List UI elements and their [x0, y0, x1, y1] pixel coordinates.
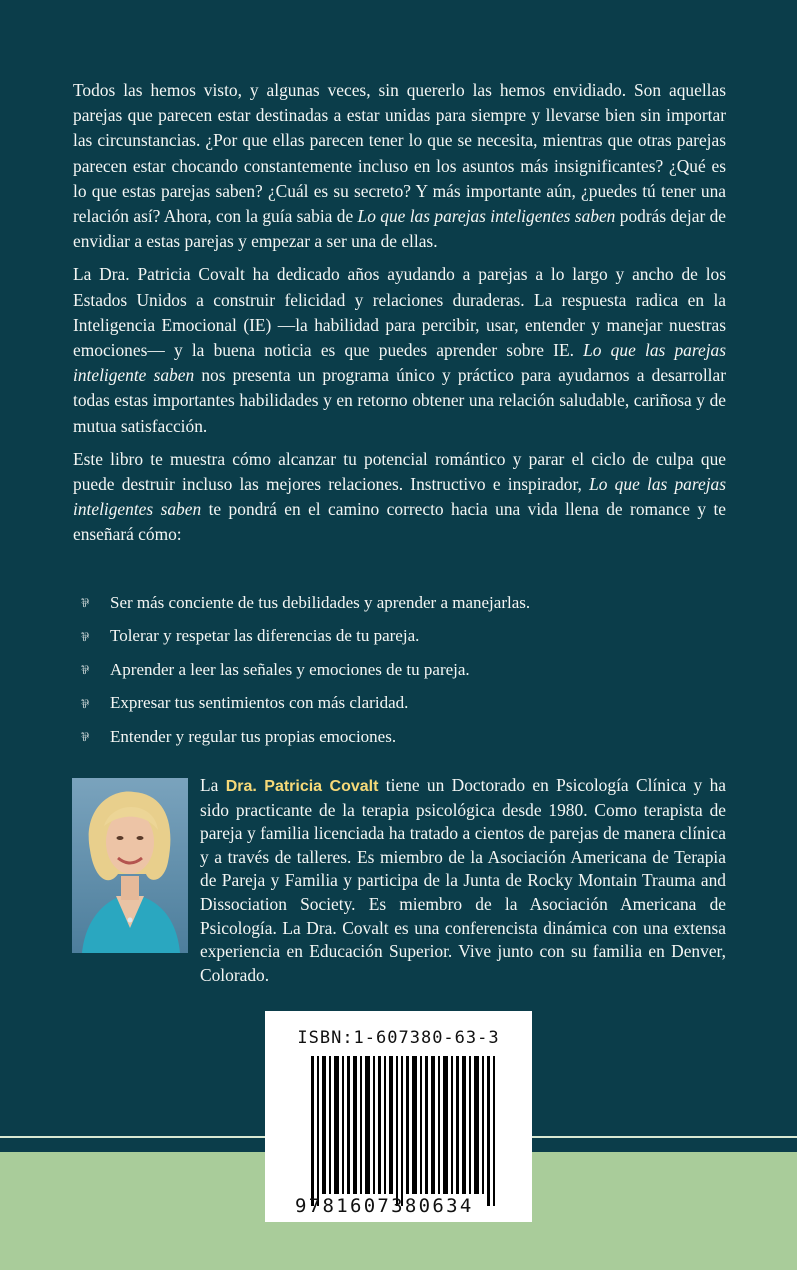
paragraph-2-text-a: La Dra. Patricia Covalt ha dedicado años ayudando a parejas a lo largo y ancho de los Estados Unidos a construir felicidad y relaciones duraderas. La respuesta radica en la Inteligencia Emocional (IE) —la habilidad para percibir, usar, entender y manejar nuestras emociones— y la buena noticia es que puedes aprender sobre IE.: [73, 264, 726, 361]
paragraph-1: [73, 78, 726, 254]
ornament-bullet-icon: ⅌: [81, 696, 89, 711]
blurb: [73, 78, 726, 556]
bio-prefix: La: [200, 775, 226, 795]
list-item: [81, 653, 721, 687]
list-item: [81, 687, 721, 721]
paragraph-3-text-b: te pondrá en el camino correcto hacia una vida llena de romance y te enseñará cómo:: [73, 499, 726, 545]
ean-digits: 9781607380634: [295, 1195, 474, 1217]
list-item-text: Aprender a leer las señales y emociones de tu pareja.: [110, 659, 470, 679]
ornament-bullet-icon: ⅌: [81, 596, 89, 611]
barcode-icon: [303, 1056, 503, 1206]
book-title-italic: Lo que las parejas inteligentes saben: [73, 474, 727, 520]
list-item: [81, 620, 721, 654]
author-bio: [200, 774, 726, 987]
paragraph-1-text-a: Todos las hemos visto, y algunas veces, sin quererlo las hemos envidiado. Son aquellas parejas que parecen estar destinadas a estar unidas para siempre y llevarse bien sin importar las circunstancias. ¿Por que ellas parecen tener lo que se necesita, mientras que otras parejas parecen estar chocando constantemente incluso en los asuntos más insignificantes? ¿Qué es lo que estas parejas saben? ¿Cuál es su secreto? Y más importante aún, ¿puedes tú tener una relación así? Ahora, con la guía sabia de: [73, 80, 726, 227]
paragraph-3: [73, 447, 726, 548]
book-title-italic: Lo que las parejas inteligentes saben: [357, 206, 616, 227]
paragraph-2: [73, 262, 726, 438]
barcode-box: [265, 1011, 532, 1222]
ornament-bullet-icon: ⅌: [81, 629, 89, 644]
ornament-bullet-icon: ⅌: [81, 663, 89, 678]
author-name: Dra. Patricia Covalt: [225, 778, 379, 795]
benefit-list: [81, 586, 721, 754]
bio-text: tiene un Doctorado en Psicología Clínica y ha sido practicante de la terapia psicológica desde 1980. Como terapista de pareja y familia licenciada ha tratado a cientos de parejas de manera clínica y a través de talleres. Es miembro de la Asociación Americana de Terapia de Pareja y Familia y participa de la Junta de Rocky Montain Trauma and Dissociation Society. Es miembro de la Asociación Americana de Psicología. La Dra. Covalt es una conferencista dinámica con una extensa experiencia en Educación Superior. Vive junto con su familia en Denver, Colorado.: [200, 775, 727, 985]
list-item-text: Expresar tus sentimientos con más claridad.: [110, 693, 409, 713]
list-item-text: Ser más conciente de tus debilidades y aprender a manejarlas.: [110, 592, 531, 612]
list-item: [81, 720, 721, 754]
book-title-italic: Lo que las parejas inteligente saben: [73, 340, 727, 386]
paragraph-2-text-b: nos presenta un programa único y práctico para ayudarnos a desarrollar todas estas importantes habilidades y en retorno obtener una relación saludable, cariñosa y de mutua satisfacción.: [73, 365, 726, 436]
ornament-bullet-icon: ⅌: [81, 730, 89, 745]
author-portrait-illustration: [72, 778, 188, 953]
list-item-text: Tolerar y respetar las diferencias de tu pareja.: [110, 626, 420, 646]
list-item: [81, 586, 721, 620]
list-item-text: Entender y regular tus propias emociones.: [110, 726, 397, 746]
author-photo: [72, 778, 188, 953]
paragraph-3-text-a: Este libro te muestra cómo alcanzar tu potencial romántico y parar el ciclo de culpa que puede destruir incluso las mejores relaciones. Instructivo e inspirador,: [73, 448, 726, 495]
isbn-label: ISBN:1-607380-63-3: [297, 1028, 500, 1048]
paragraph-1-text-b: podrás dejar de envidiar a estas parejas y empezar a ser una de ellas.: [73, 206, 727, 252]
